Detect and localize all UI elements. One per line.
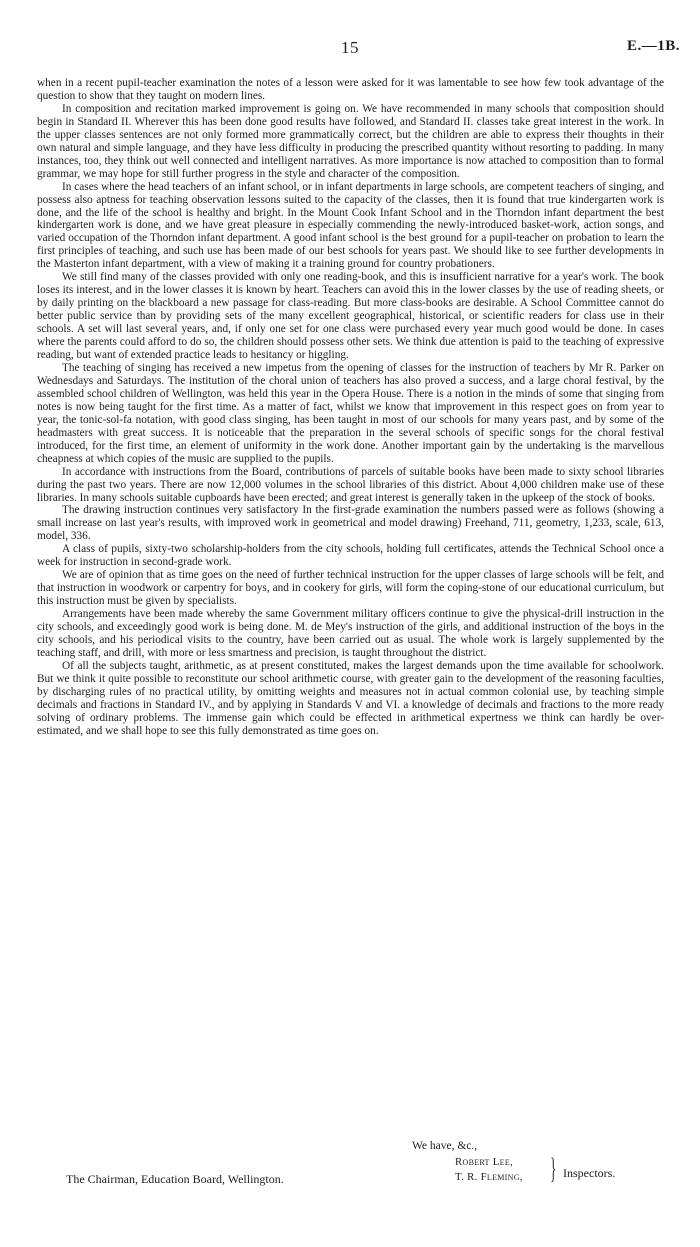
paragraph-4: We still find many of the classes provided with only one reading-book, and this is insufficient narrative for a year's work. The book loses its interest, and in the lower classes it is known by heart. Teachers can avoid this in the lower classes by the use of reading sheets, or by daily printing on the blackboard a new passage for class-reading. But more class-books are desirable. A School Committee cannot do better public service than by providing sets of the many excellent geographical, historical, or scientific readers for class use in their schools. A set will last several years, and, if only one set for one class were purchased every year much good would be done. In cases where the parents could afford to do so, the children should possess other sets. We think due attention is paid to the teaching of expressive reading, but want of extended practice leads to hesitancy or higgling. xyxy=(37,271,664,362)
paragraph-7: The drawing instruction continues very satisfactory In the first-grade examination the numbers passed were as follows (showing a small increase on last year's results, with improved work in geometrical and model drawing) Freehand, 711, geometry, 1,233, scale, 613, model, 336. xyxy=(37,504,664,543)
page-number: 15 xyxy=(341,38,359,57)
report-body xyxy=(37,77,664,738)
brace-icon: } xyxy=(550,1152,557,1185)
paragraph-10: Arrangements have been made whereby the same Government military officers continue to give the physical-drill instruction in the city schools, and exceedingly good work is being done. M. de Mey's instruction of the girls, and additional instruction of the boys in the city schools, and his periodical visits to the country, have been carried out as usual. The whole work is largely supplemented by the teaching staff, and drill, with more or less smartness and precision, is taught throughout the district. xyxy=(37,608,664,659)
signatory-fleming: T. R. Fleming, xyxy=(455,1171,523,1183)
paragraph-1: when in a recent pupil-teacher examination the notes of a lesson were asked for it was lamentable to see how few took advantage of the question to show that they taught on modern lines. xyxy=(37,77,664,102)
paragraph-9: We are of opinion that as time goes on the need of further technical instruction for the upper classes of large schools will be felt, and that instruction in woodwork or carpentry for boys, and in cookery for girls, will form the coping-stone of our educational curriculum, but this instruction must be given by specialists. xyxy=(37,569,664,608)
signature-block xyxy=(455,1155,523,1185)
signatory-role: Inspectors. xyxy=(563,1166,616,1180)
signatory-lee: Robert Lee, xyxy=(455,1156,514,1168)
paragraph-11: Of all the subjects taught, arithmetic, as at present constituted, makes the largest demands upon the time available for schoolwork. But we think it quite possible to reconstitute our school arithmetic course, with greater gain to the development of the reasoning faculties, by discharging rules of no practical utility, by omitting weights and measures not in actual common colonial use, by teaching simple decimals and fractions in Standard IV., and by applying in Standards V and VI. a knowledge of decimals and fractions to the more ready solving of ordinary problems. The immense gain which could be effected in arithmetical expertness we think can hardly be over-estimated, and we shall hope to see this fully demonstrated as time goes on. xyxy=(37,659,664,737)
valediction: We have, &c., xyxy=(412,1140,478,1152)
paragraph-3: In cases where the head teachers of an infant school, or in infant departments in large schools, are competent teachers of singing, and possess also aptness for teaching observation lessons suited to the capacity of the classes, then it is found that true kindergarten work is done, and the life of the school is healthy and bright. In the Mount Cook Infant School and in the Thorndon infant department the best kindergarten work is done, and we have great pleasure in especially commending the newly-introduced basket-work, action songs, and varied occupation of the Thorndon infant department. A good infant school is the best ground for a pupil-teacher on probation to learn the first principles of teaching, and such use has been made of our best schools for years past. We should like to see further developments in the Masterton infant department, with a view of making it a training ground for country probationers. xyxy=(37,180,664,271)
addressee: The Chairman, Education Board, Wellington. xyxy=(66,1172,284,1186)
document-reference: E.—1B. xyxy=(626,38,680,54)
paragraph-5: The teaching of singing has received a new impetus from the opening of classes for the instruction of teachers by Mr R. Parker on Wednesdays and Saturdays. The institution of the choral union of teachers has also proved a success, and a large choral festival, by the assembled school children of Wellington, was held this year in the Opera House. There is a notion in the minds of some that singing from notes is now being taught for the first time. As a matter of fact, whilst we know that improvement in this respect goes on from year to year, the tonic-sol-fa notation, with good class singing, has been taught in most of our schools for many years past, and by some of the headmasters with great success. It is noticeable that the preparation in the several schools of specific songs for the choral festival introduced, for the first time, an element of uniformity in the work done. Another important gain by the undertaking is the marvellous cheapness at which copies of the music are supplied to the pupils. xyxy=(37,361,664,465)
paragraph-8: A class of pupils, sixty-two scholarship-holders from the city schools, holding full certificates, attends the Technical School once a week for instruction in second-grade work. xyxy=(37,543,664,569)
paragraph-2: In composition and recitation marked improvement is going on. We have recommended in many schools that composition should begin in Standard II. Wherever this has been done good results have followed, and Standard II. classes take great interest in the work. In the upper classes sentences are not only formed more grammatically correct, but the children are able to express their thoughts in their own natural and simple language, and they have less difficulty in producing the prescribed quantity without resorting to padding. In many instances, too, they think out well connected and intelligent narratives. As more importance is now attached to composition than to formal grammar, we may hope for still further progress in the style and character of the composition. xyxy=(37,102,664,180)
paragraph-6: In accordance with instructions from the Board, contributions of parcels of suitable books have been made to sixty school libraries during the past two years. There are now 12,000 volumes in the school libraries of this district. About 4,000 children make use of these libraries. In many schools suitable cupboards have been erected; and great interest is generally taken in the upkeep of the stock of books. xyxy=(37,465,664,504)
